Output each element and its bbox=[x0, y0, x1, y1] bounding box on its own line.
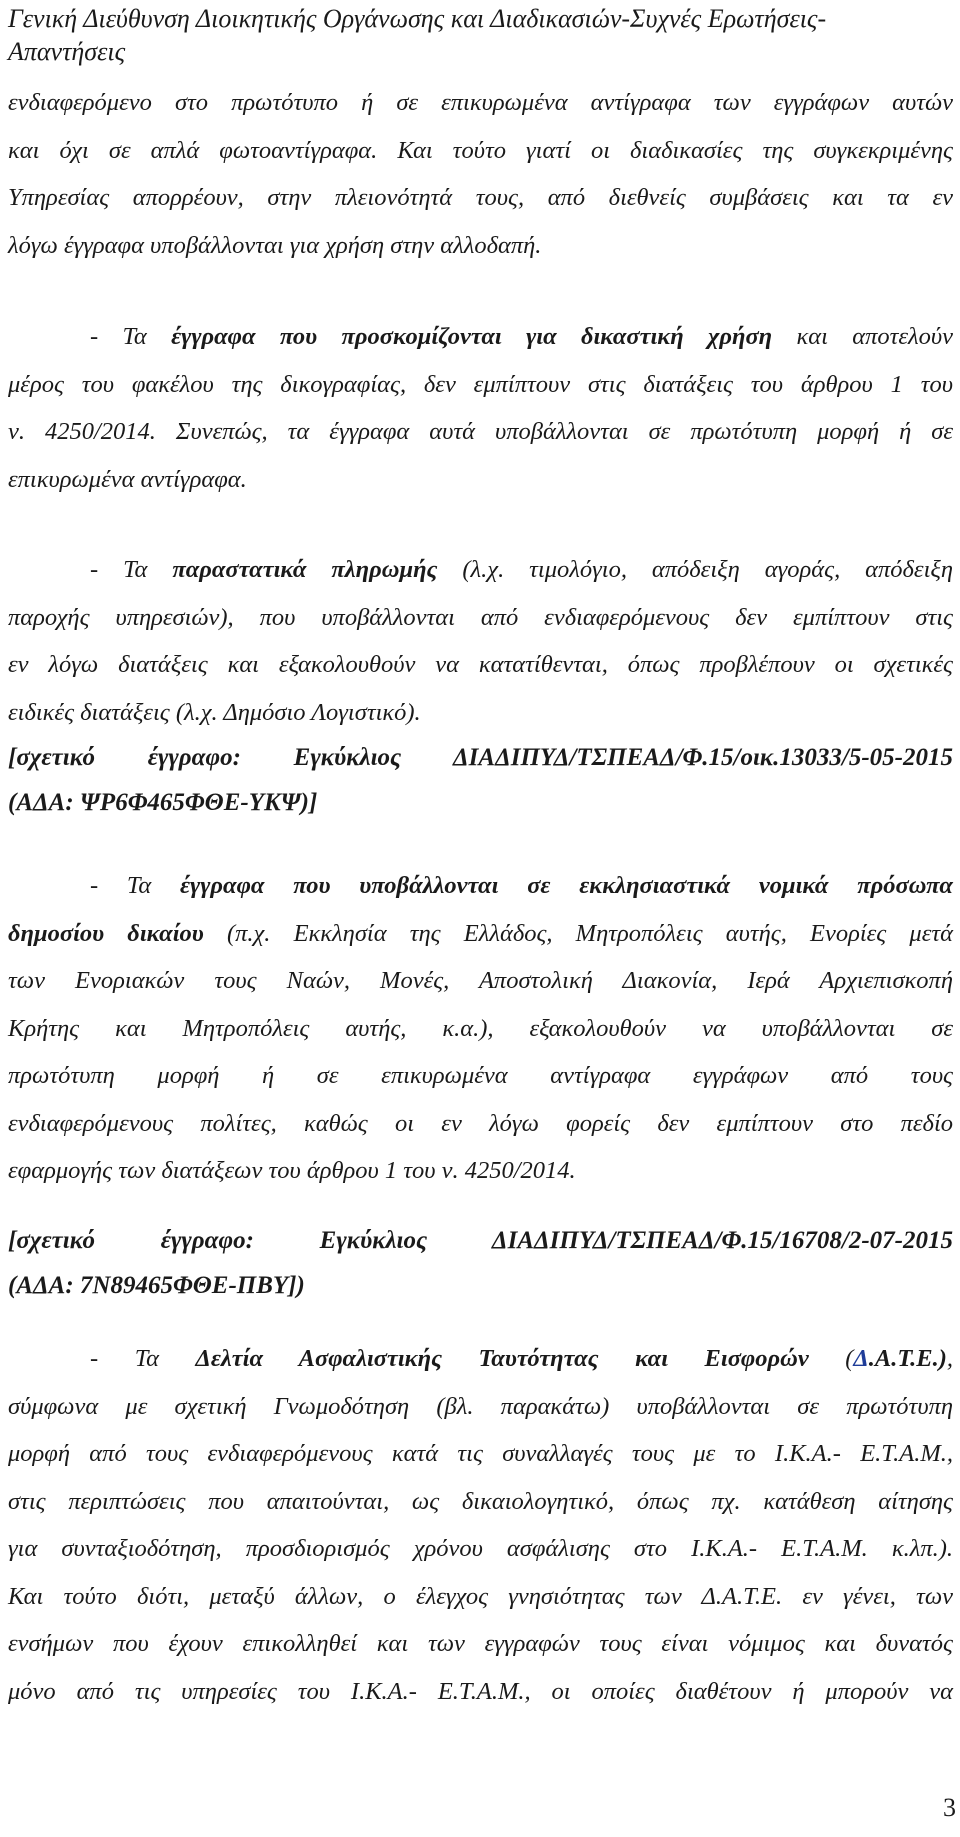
text-line: ενσήμων που έχουν επικολληθεί και των εγγραφών τους είναι νόμιμος και δυνατός bbox=[8, 1630, 953, 1657]
text-line: πρωτότυπη μορφή ή σε επικυρωμένα αντίγραφα εγγράφων από τους bbox=[8, 1062, 953, 1089]
header-title-line1: Γενική Διεύθυνση Διοικητικής Οργάνωσης και Διαδικασιών-Συχνές Ερωτήσεις- bbox=[8, 4, 827, 33]
text-line: σύμφωνα με σχετική Γνωμοδότηση (βλ. παρακάτω) υποβάλλονται σε πρωτότυπη bbox=[8, 1392, 953, 1420]
reference-circular-1 bbox=[8, 735, 953, 825]
text-line: Και τούτο διότι, μεταξύ άλλων, ο έλεγχος γνησιότητας των Δ.Α.Τ.Ε. εν γένει, των bbox=[8, 1582, 953, 1610]
text-line: εν λόγω διατάξεις και εξακολουθούν να κατατίθενται, όπως προβλέπουν οι σχετικές bbox=[8, 651, 953, 678]
paragraph-church-entities bbox=[8, 862, 953, 1195]
text-segment: (λ.χ. τιμολόγιο, απόδειξη αγοράς, απόδειξη bbox=[437, 556, 954, 583]
reference-line: (ΑΔΑ: ΨΡ6Φ465ΦΘΕ-ΥΚΨ)] bbox=[8, 789, 318, 816]
text-line: για συνταξιοδότηση, προσδιορισμός χρόνου ασφάλισης στο Ι.Κ.Α.- Ε.Τ.Α.Μ. κ.λπ.). bbox=[8, 1535, 953, 1562]
text-line: παροχής υπηρεσιών), που υποβάλλονται από ενδιαφερόμενους δεν εμπίπτουν στις bbox=[8, 603, 953, 631]
text-line: και όχι σε απλά φωτοαντίγραφα. Και τούτο γιατί οι διαδικασίες της συγκεκριμένης bbox=[8, 136, 953, 164]
bold-term: .Α.Τ.Ε.) bbox=[868, 1345, 947, 1372]
bold-term: δημοσίου δικαίου bbox=[8, 919, 204, 947]
header-title-line2: Απαντήσεις bbox=[8, 37, 126, 66]
text-segment: (π.χ. Εκκλησία της Ελλάδος, Μητροπόλεις αυτής, Ενορίες μετά bbox=[203, 919, 953, 947]
bold-term: έγγραφα που προσκομίζονται για δικαστική χρήση bbox=[171, 323, 773, 350]
reference-line: [σχετικό έγγραφο: Εγκύκλιος ΔΙΑΔΙΠΥΔ/ΤΣΠΕΑΔ/Φ.15/16708/2-07-2015 bbox=[8, 1227, 953, 1254]
text-line: επικυρωμένα αντίγραφα. bbox=[8, 465, 247, 493]
bullet-prefix: - Τα bbox=[90, 872, 180, 899]
text-line: μορφή από τους ενδιαφερόμενους κατά τις συναλλαγές τους με το Ι.Κ.Α.- Ε.Τ.Α.Μ., bbox=[8, 1440, 953, 1467]
bullet-prefix: - Τα bbox=[90, 1345, 196, 1372]
text-line bbox=[8, 862, 953, 910]
page-header bbox=[8, 2, 948, 68]
text-segment: , bbox=[946, 1345, 953, 1372]
text-line bbox=[8, 1335, 953, 1383]
bullet-prefix: - Τα bbox=[90, 323, 172, 350]
text-line: Κρήτης και Μητροπόλεις αυτής, κ.α.), εξακολουθούν να υποβάλλονται σε bbox=[8, 1014, 953, 1042]
bold-term: Δελτία Ασφαλιστικής Ταυτότητας και Εισφορών bbox=[195, 1345, 809, 1372]
text-segment: και αποτελούν bbox=[772, 323, 953, 350]
paragraph-court-documents bbox=[8, 313, 953, 503]
paragraph-payment-documents bbox=[8, 546, 953, 736]
reference-line: [σχετικό έγγραφο: Εγκύκλιος ΔΙΑΔΙΠΥΔ/ΤΣΠΕΑΔ/Φ.15/οικ.13033/5-05-2015 bbox=[8, 744, 953, 771]
bullet-prefix: - Τα bbox=[90, 556, 173, 583]
text-line: στις περιπτώσεις που απαιτούνται, ως δικαιολογητικό, όπως πχ. κατάθεση αίτησης bbox=[8, 1487, 953, 1515]
text-line bbox=[8, 546, 953, 594]
text-line: μέρος του φακέλου της δικογραφίας, δεν εμπίπτουν στις διατάξεις του άρθρου 1 του bbox=[8, 370, 953, 398]
text-segment: ( bbox=[808, 1345, 854, 1372]
paragraph-originals bbox=[8, 79, 953, 269]
reference-circular-2 bbox=[8, 1218, 953, 1308]
text-line: ν. 4250/2014. Συνεπώς, τα έγγραφα αυτά υποβάλλονται σε πρωτότυπη μορφή ή σε bbox=[8, 418, 953, 445]
text-line: λόγω έγγραφα υποβάλλονται για χρήση στην αλλοδαπή. bbox=[8, 231, 542, 259]
text-line bbox=[8, 910, 953, 958]
text-line: ενδιαφερόμενους πολίτες, καθώς οι εν λόγω φορείς δεν εμπίπτουν στο πεδίο bbox=[8, 1109, 953, 1137]
text-line: Υπηρεσίας απορρέουν, στην πλειονότητά τους, από διεθνείς συμβάσεις και τα εν bbox=[8, 184, 953, 211]
reference-line: (ΑΔΑ: 7Ν89465ΦΘΕ-ΠΒΥ]) bbox=[8, 1272, 305, 1299]
page-number: 3 bbox=[943, 1793, 956, 1822]
text-line: μόνο από τις υπηρεσίες του Ι.Κ.Α.- Ε.Τ.Α.Μ., οι οποίες διαθέτουν ή μπορούν να bbox=[8, 1677, 953, 1705]
text-line: εφαρμογής των διατάξεων του άρθρου 1 του ν. 4250/2014. bbox=[8, 1157, 576, 1184]
text-line: ενδιαφερόμενο στο πρωτότυπο ή σε επικυρωμένα αντίγραφα των εγγράφων αυτών bbox=[8, 89, 953, 116]
paragraph-insurance-cards bbox=[8, 1335, 953, 1715]
bold-term: έγγραφα που υποβάλλονται σε εκκλησιαστικά νομικά πρόσωπα bbox=[179, 872, 953, 899]
highlighted-letter: Δ bbox=[853, 1345, 869, 1372]
bold-term: παραστατικά πληρωμής bbox=[172, 556, 438, 583]
text-line bbox=[8, 313, 953, 361]
text-line: ειδικές διατάξεις (λ.χ. Δημόσιο Λογιστικό). bbox=[8, 698, 421, 726]
text-line: των Ενοριακών τους Ναών, Μονές, Αποστολική Διακονία, Ιερά Αρχιεπισκοπή bbox=[8, 967, 953, 994]
